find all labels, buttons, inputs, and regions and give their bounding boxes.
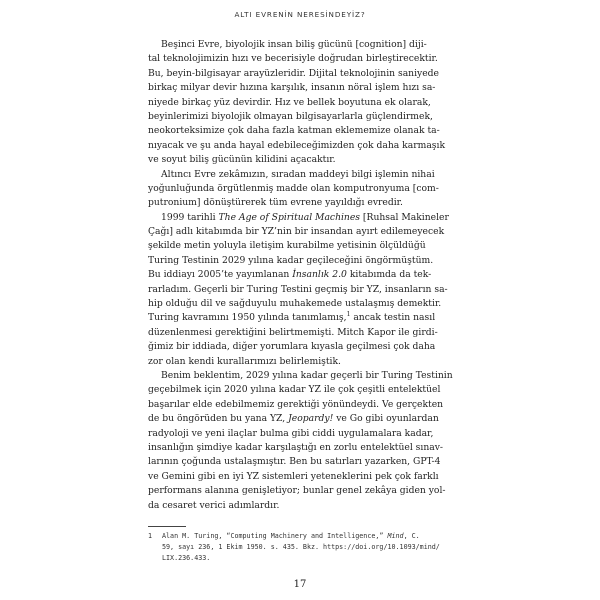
text-line: larının çoğunda ustalaşmıştır. Ben bu satırları yazarken, GPT-4 [148,456,441,468]
paragraph-3 [148,211,455,369]
text-line: de bu öngörüden bu yana YZ, Jeopardy! ve Go gibi oyunlardan [148,413,439,425]
text-line: Bu iddiayı 2005’te yayımlanan İnsanlık 2.0 kitabımda da tek- [148,269,432,281]
text-line: birkaç milyar devir hızına karşılık, insanın nöral işlem hızı sa- [148,82,436,94]
text-line: radyoloji ve yeni ilaçlar bulma gibi ciddi uygulamalara kadar, [148,427,434,439]
footnote-divider [148,526,186,527]
text-line: putronium] dönüştürerek tüm evrene yayıldığı evredir. [148,197,403,209]
text-line: düzenlenmesi gerektiğini belirtmemişti. Mitch Kapor ile girdi- [148,326,438,338]
paragraph-4 [148,369,455,513]
text-line: da cesaret verici adımlardır. [148,499,280,511]
text-line: hip olduğu dil ve sağduyulu muhakemede ustalaşmış demektir. [148,298,442,310]
text-line: Altıncı Evre zekâmızın, sıradan maddeyi bilgi işlemin nihai [161,168,435,180]
body-text [148,38,455,513]
footnote-text [148,531,455,564]
text-line: nıyacak ve şu anda hayal edebileceğimizden çok daha karmaşık [148,139,446,151]
text-line: Çağı] adlı kitabımda bir YZ’nin bir insandan ayırt edilemeyecek [148,226,445,238]
footnote [148,531,455,564]
text-line: niyede birkaç yüz devirdir. Hız ve bellek boyutuna ek olarak, [148,96,431,108]
text-line: ve soyut biliş gücünün kilidini açacaktır. [148,154,336,166]
italic-title: Mind [387,532,404,540]
paragraph-1 [148,38,455,168]
text-line: Benim beklentim, 2029 yılına kadar geçerli bir Turing Testinin [161,369,453,381]
italic-title: The Age of Spiritual Machines [218,211,361,223]
text-line: Turing Testinin 2029 yılına kadar geçileceğini öngörmüştüm. [148,254,434,266]
text-line: 1999 tarihli The Age of Spiritual Machines [Ruhsal Makineler [161,211,449,223]
text-line: yoğunluğunda örgütlenmiş madde olan komputronyuma [com- [148,182,439,194]
text-line: zor olan kendi kurallarımızı belirlemiştik. [148,355,341,367]
text-line: beyinlerimizi biyolojik olmayan bilgisayarlarla güçlendirmek, [148,110,433,122]
footnote-ref: 1 [346,311,351,319]
text-line: şekilde metin yoluyla iletişim kurabilme yetisinin ölçüldüğü [148,240,426,252]
italic-title: İnsanlık 2.0 [292,269,347,281]
text-line: insanlığın şimdiye kadar karşılaştığı en zorlu entelektüel sınav- [148,441,444,453]
text-line: rarladım. Geçerli bir Turing Testini geçmiş bir YZ, insanların sa- [148,283,448,295]
running-header: ALTI EVRENİN NERESİNDEYİZ? [234,10,366,19]
text-line: ve Gemini gibi en iyi YZ sistemleri yeteneklerini pek çok farklı [148,470,439,482]
text-line: Bu, beyin-bilgisayar arayüzleridir. Dijital teknolojinin saniyede [148,67,439,79]
footnote-line: 59, sayı 236, 1 Ekim 1950. s. 435. Bkz. https://doi.org/10.1093/mind/ [162,543,440,551]
paragraph-2 [148,168,455,211]
footnote-line: Alan M. Turing, “Computing Machinery and Intelligence,” Mind, C. [162,532,420,540]
page-number: 17 [293,579,307,590]
text-line: başarılar elde edebilmemiz gerektiği yönündeydi. Ve gerçekten [148,398,444,410]
text-line: neokorteksimize çok daha fazla katman eklememize olanak ta- [148,125,440,137]
text-line: ğimiz bir iddiada, diğer yorumlara kıyasla geçilmesi çok daha [148,341,436,353]
text-line: tal teknolojimizin hızı ve becerisiyle doğrudan birleştirecektir. [148,53,438,65]
text-line: performans alanına genişletiyor; bunlar genel zekâya giden yol- [148,485,446,497]
text-line: Beşinci Evre, biyolojik insan biliş gücünü [cognition] diji- [161,39,427,50]
text-line: Turing kavramını 1950 yılında tanımlamış,$^1$ ancak testin nasıl [148,311,436,324]
italic-title: Jeopardy! [288,413,334,425]
footnote-line: LIX.236.433. [162,554,211,562]
footnote-number: 1 [148,532,153,540]
text-line: geçebilmek için 2020 yılına kadar YZ ile çok çeşitli entelektüel [148,384,441,396]
